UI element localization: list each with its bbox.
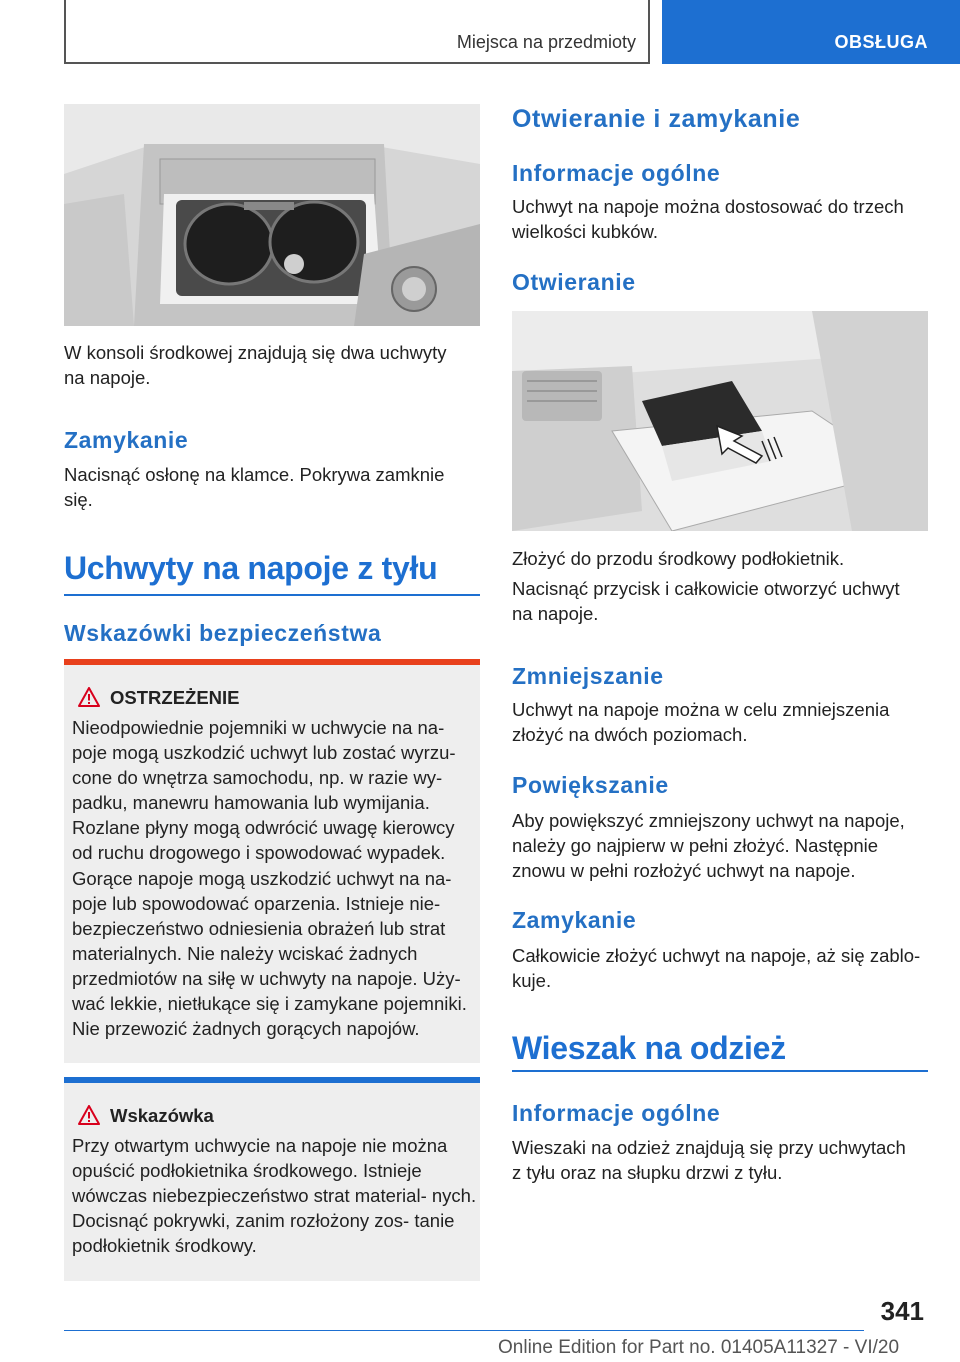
reduce-heading: Zmniejszanie bbox=[512, 663, 664, 689]
header-chapter-tab bbox=[662, 0, 960, 64]
warning-bar bbox=[64, 659, 480, 665]
console-cupholder-photo bbox=[64, 104, 480, 326]
coat-hooks-info-heading: Informacje ogólne bbox=[512, 1100, 721, 1126]
general-info-text: Uchwyt na napoje można dostosować do trzech wielkości kubków. bbox=[512, 196, 904, 242]
warning-text: Nieodpowiednie pojemniki w uchwycie na na- poje mogą uszkodzić uchwyt lub zostać wyrzu- cone do wnętrza samochodu, np. w razie wy- padku, manewru hamowania lub wymijania. Rozlane płyny mogą odwrócić uwagę kierowcy od ruchu drogowego i spowodować wypadek. Gorące napoje mogą uszkodzić uchwyt na na- poje lub spowodować oparzenia. Istnieje nie- bezpieczeństwo odniesienia obrażeń lub strat materialnych. Nie należy wciskać żadnych przedmiotów na siłę w uchwyty na napoje. Uży- wać lekkie, nietłukące się i zamykane pojemniki. Nie przewozić żadnych gorących napojów. bbox=[72, 717, 467, 1040]
rear-armrest-photo bbox=[512, 311, 928, 531]
title-rule bbox=[64, 594, 480, 596]
note-text: Przy otwartym uchwycie na napoje nie można opuścić podłokietnika środkowego. Istnieje wówczas niebezpieczeństwo strat material- nych. Docisnąć pokrywki, zanim rozłożony zos- tanie podłokietnik środkowy. bbox=[72, 1135, 477, 1257]
close-text: Całkowicie złożyć uchwyt na napoje, aż się zablo- kuje. bbox=[512, 945, 921, 991]
note-bar bbox=[64, 1077, 480, 1083]
note-box bbox=[64, 1077, 480, 1281]
coat-hooks-text: Wieszaki na odzież znajdują się przy uchwytach z tyłu oraz na słupku drzwi z tyłu. bbox=[512, 1137, 906, 1183]
photo-caption: W konsoli środkowej znajdują się dwa uchwyty na napoje. bbox=[64, 342, 447, 388]
general-info-heading: Informacje ogólne bbox=[512, 160, 721, 186]
closing-text: Nacisnąć osłonę na klamce. Pokrywa zamknie się. bbox=[64, 464, 445, 510]
warning-box bbox=[64, 659, 480, 1063]
enlarge-text: Aby powiększyć zmniejszony uchwyt na napoje, należy go najpierw w pełni złożyć. Następnie znowu w pełni rozłożyć uchwyt na napoje. bbox=[512, 810, 905, 881]
warning-triangle-icon bbox=[78, 687, 100, 707]
open-close-title: Otwieranie i zamykanie bbox=[512, 105, 801, 133]
opening-step-2: Nacisnąć przycisk i całkowicie otworzyć uchwyt na napoje. bbox=[512, 578, 900, 624]
warning-title: OSTRZEŻENIE bbox=[110, 687, 240, 708]
safety-heading: Wskazówki bezpieczeństwa bbox=[64, 620, 382, 646]
header-chapter-label: OBSŁUGA bbox=[834, 32, 928, 52]
opening-step-1: Złożyć do przodu środkowy podłokietnik. bbox=[512, 548, 845, 569]
note-title: Wskazówka bbox=[110, 1105, 214, 1126]
header-section-title: Miejsca na przedmioty bbox=[456, 32, 636, 52]
coat-hooks-title: Wieszak na odzież bbox=[512, 1030, 786, 1066]
footer-rule bbox=[64, 1330, 864, 1331]
enlarge-heading: Powiększanie bbox=[512, 772, 669, 798]
rear-cupholders-title: Uchwyty na napoje z tyłu bbox=[64, 550, 438, 586]
closing-heading: Zamykanie bbox=[64, 427, 189, 453]
reduce-text: Uchwyt na napoje można w celu zmniejszenia złożyć na dwóch poziomach. bbox=[512, 699, 890, 745]
caution-triangle-icon bbox=[78, 1105, 100, 1125]
close-heading: Zamykanie bbox=[512, 907, 637, 933]
coat-hooks-rule bbox=[512, 1070, 928, 1072]
opening-heading: Otwieranie bbox=[512, 269, 636, 295]
edition-footer: Online Edition for Part no. 01405A11327 - VI/20 bbox=[498, 1337, 900, 1358]
page-number: 341 bbox=[880, 1296, 924, 1326]
